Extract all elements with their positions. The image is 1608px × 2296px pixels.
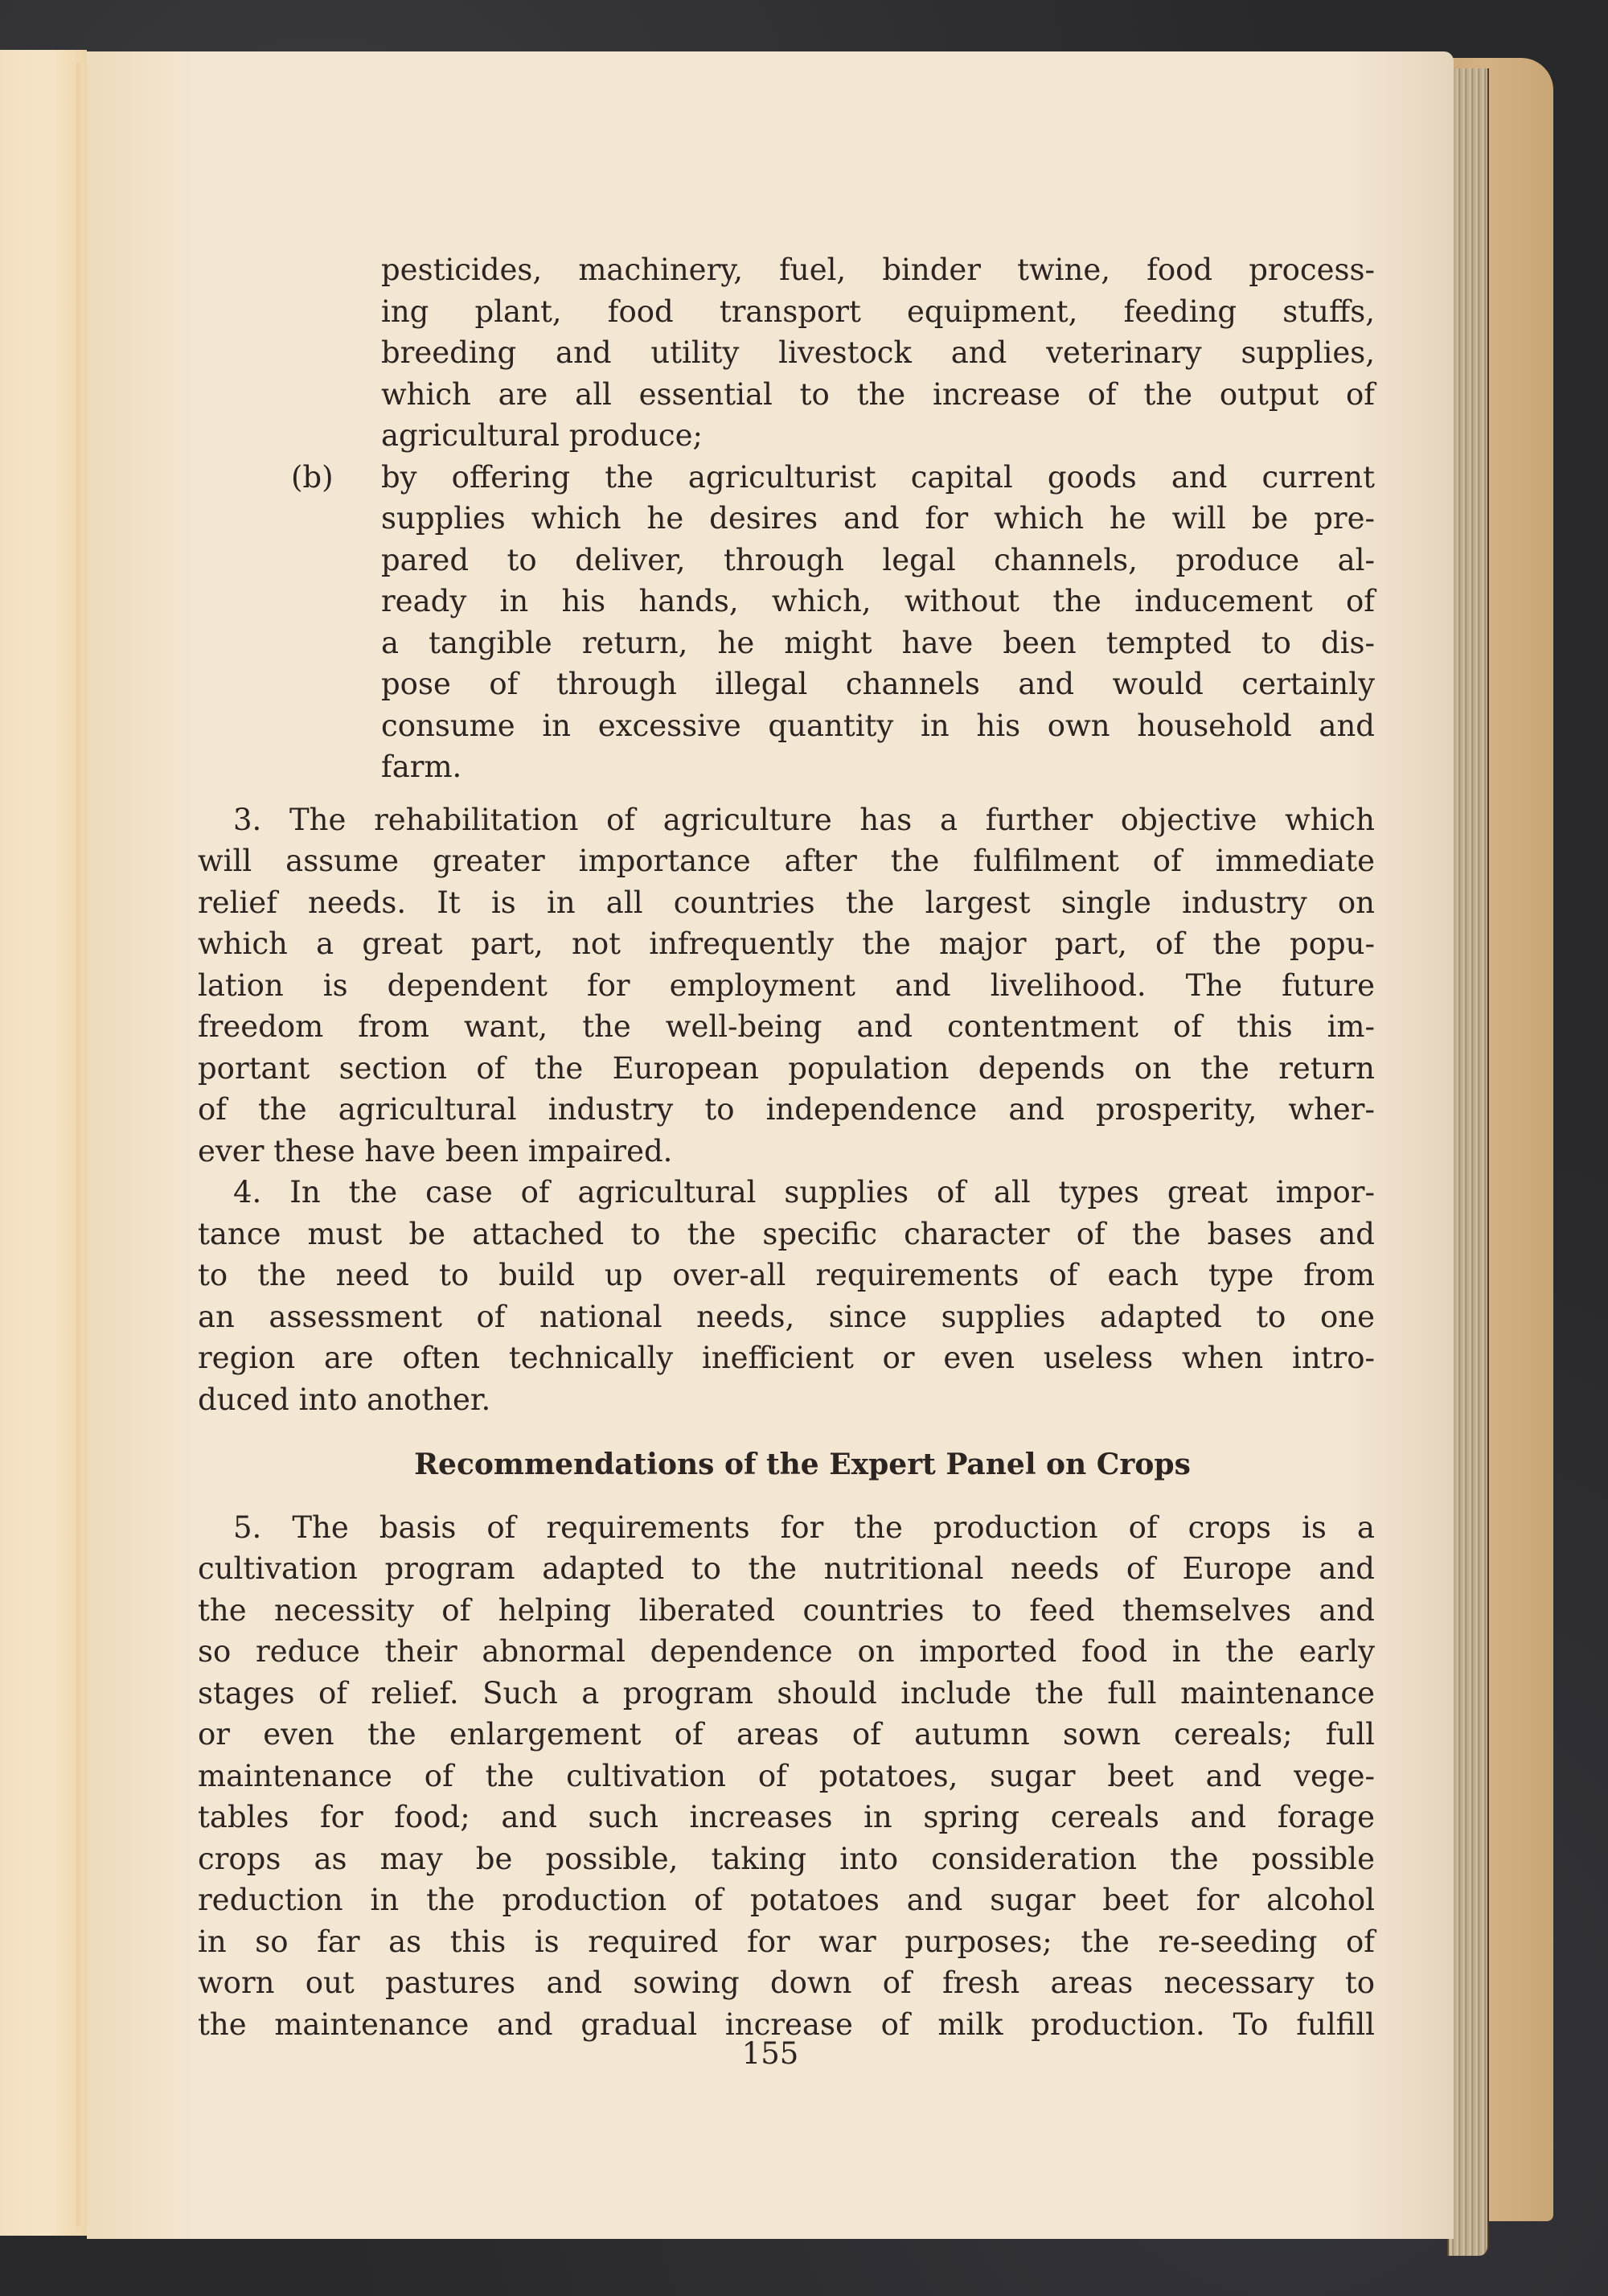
list-item-label: (b)	[291, 459, 334, 495]
text-line: ready in his hands, which, without the inducement of	[381, 584, 1375, 618]
section-heading: Recommendations of the Expert Panel on Crops	[414, 1448, 1191, 1481]
text-line: the maintenance and gradual increase of milk production. To fulfill	[198, 2006, 1375, 2042]
text-line: relief needs. It is in all countries the largest single industry on	[198, 885, 1375, 920]
text-line: tance must be attached to the specific character of the bases and	[198, 1216, 1375, 1251]
text-line: or even the enlargement of areas of autumn sown cereals; full	[198, 1717, 1375, 1752]
text-line: crops as may be possible, taking into consideration the possible	[198, 1841, 1375, 1876]
text-line: ing plant, food transport equipment, feeding stuffs,	[381, 294, 1375, 329]
page-body	[198, 249, 1375, 2045]
paragraph-5	[198, 1507, 1375, 2046]
text-line: pose of through illegal channels and would certainly	[381, 667, 1375, 701]
text-line: region are often technically inefficient or even useless when intro-	[198, 1341, 1375, 1375]
text-line: portant section of the European population depends on the return	[198, 1050, 1375, 1086]
text-line: freedom from want, the well-being and contentment of this im-	[198, 1009, 1375, 1044]
text-line: cultivation program adapted to the nutritional needs of Europe and	[198, 1551, 1375, 1586]
text-line: lation is dependent for employment and livelihood. The future	[198, 967, 1375, 1003]
text-line: pesticides, machinery, fuel, binder twine, food process-	[381, 253, 1375, 287]
text-line: worn out pastures and sowing down of fresh areas necessary to	[198, 1965, 1375, 2000]
text-line: duced into another.	[198, 1382, 491, 1417]
text-line: ever these have been impaired.	[198, 1133, 673, 1169]
book-page	[87, 51, 1454, 2239]
list-item-b	[291, 457, 1375, 788]
text-line: farm.	[381, 750, 462, 784]
text-line: 3. The rehabilitation of agriculture has a further objective which	[233, 802, 1375, 837]
paragraph-3	[198, 799, 1375, 1173]
text-line: the necessity of helping liberated countries to feed themselves and	[198, 1592, 1375, 1628]
text-line: which a great part, not infrequently the major part, of the popu-	[198, 926, 1375, 961]
page-number: 155	[741, 2036, 799, 2071]
facing-page-edge	[0, 50, 87, 2236]
text-line: of the agricultural industry to independence and prosperity, wher-	[198, 1092, 1375, 1127]
text-line: a tangible return, he might have been tempted to dis-	[381, 625, 1375, 660]
text-line: maintenance of the cultivation of potatoes, sugar beet and vege-	[198, 1758, 1375, 1793]
text-line: breeding and utility livestock and veterinary supplies,	[381, 335, 1375, 370]
text-line: supplies which he desires and for which he will be pre-	[381, 501, 1375, 536]
text-line: by offering the agriculturist capital goods and current	[381, 459, 1375, 495]
text-line: 4. In the case of agricultural supplies of all types great impor-	[233, 1175, 1375, 1210]
text-line: to the need to build up over-all requirements of each type from	[198, 1258, 1375, 1292]
text-line: stages of relief. Such a program should include the full maintenance	[198, 1675, 1375, 1711]
text-line: will assume greater importance after the fulfilment of immediate	[198, 844, 1375, 878]
text-line: so reduce their abnormal dependence on imported food in the early	[198, 1634, 1375, 1669]
list-item-a-continuation	[381, 249, 1375, 457]
text-line: which are all essential to the increase of the output of	[381, 376, 1375, 412]
text-line: pared to deliver, through legal channels, produce al-	[381, 542, 1375, 577]
text-line: consume in excessive quantity in his own household and	[381, 708, 1375, 743]
text-line: an assessment of national needs, since supplies adapted to one	[198, 1299, 1375, 1334]
text-line: 5. The basis of requirements for the production of crops is a	[233, 1509, 1375, 1545]
text-line: in so far as this is required for war purposes; the re-seeding of	[198, 1924, 1375, 1959]
text-line: tables for food; and such increases in spring cereals and forage	[198, 1800, 1375, 1834]
text-line: agricultural produce;	[381, 418, 703, 453]
text-line: reduction in the production of potatoes and sugar beet for alcohol	[198, 1883, 1375, 1917]
paragraph-4	[198, 1172, 1375, 1420]
